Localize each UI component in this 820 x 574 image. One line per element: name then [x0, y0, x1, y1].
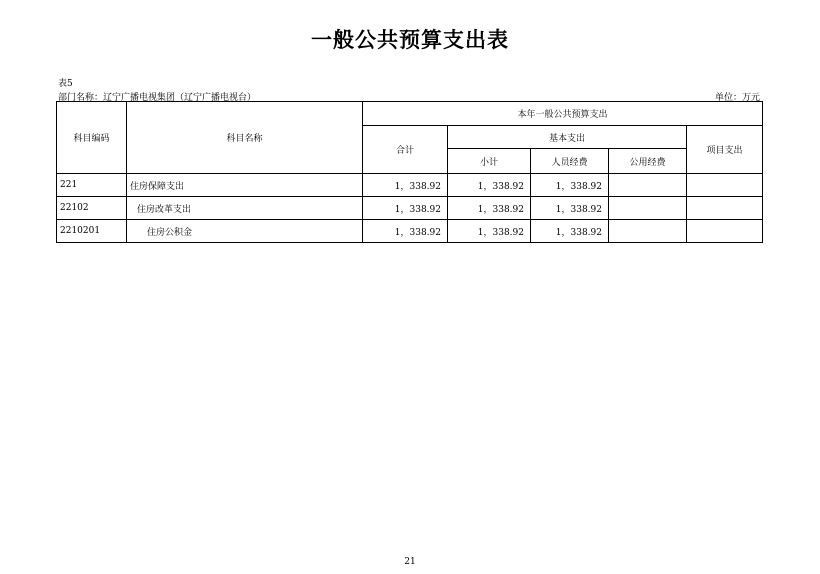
cell-subtotal: 1，338.92	[448, 197, 531, 220]
cell-public	[609, 174, 687, 197]
table-row	[57, 220, 763, 243]
header-subtotal: 小计	[448, 149, 531, 174]
header-total: 合计	[363, 126, 448, 174]
cell-subtotal: 1，338.92	[448, 220, 531, 243]
cell-name: 住房公积金	[127, 220, 363, 243]
page-number: 21	[404, 557, 416, 567]
cell-total: 1，338.92	[363, 174, 448, 197]
cell-project	[687, 174, 763, 197]
cell-personnel: 1，338.92	[531, 197, 609, 220]
header-project: 项目支出	[687, 126, 763, 174]
cell-personnel: 1，338.92	[531, 174, 609, 197]
header-personnel: 人员经费	[531, 149, 609, 174]
cell-public	[609, 220, 687, 243]
cell-total: 1，338.92	[363, 220, 448, 243]
page-title: 一般公共预算支出表	[311, 28, 509, 52]
unit-label: 单位：万元	[714, 93, 760, 103]
cell-name: 住房保障支出	[127, 174, 363, 197]
cell-name: 住房改革支出	[127, 197, 363, 220]
cell-personnel: 1，338.92	[531, 220, 609, 243]
header-current-year: 本年一般公共预算支出	[363, 102, 763, 126]
cell-code: 221	[57, 174, 127, 197]
header-code: 科目编码	[57, 102, 127, 174]
header-basic: 基本支出	[448, 126, 687, 149]
table-number: 表5	[58, 79, 73, 89]
cell-total: 1，338.92	[363, 197, 448, 220]
department-name: 部门名称：辽宁广播电视集团（辽宁广播电视台）	[58, 93, 257, 103]
budget-table	[56, 101, 763, 243]
cell-project	[687, 220, 763, 243]
cell-project	[687, 197, 763, 220]
cell-code: 2210201	[57, 220, 127, 243]
header-name: 科目名称	[127, 102, 363, 174]
cell-public	[609, 197, 687, 220]
table-row	[57, 197, 763, 220]
header-public: 公用经费	[609, 149, 687, 174]
table-row	[57, 174, 763, 197]
cell-code: 22102	[57, 197, 127, 220]
cell-subtotal: 1，338.92	[448, 174, 531, 197]
